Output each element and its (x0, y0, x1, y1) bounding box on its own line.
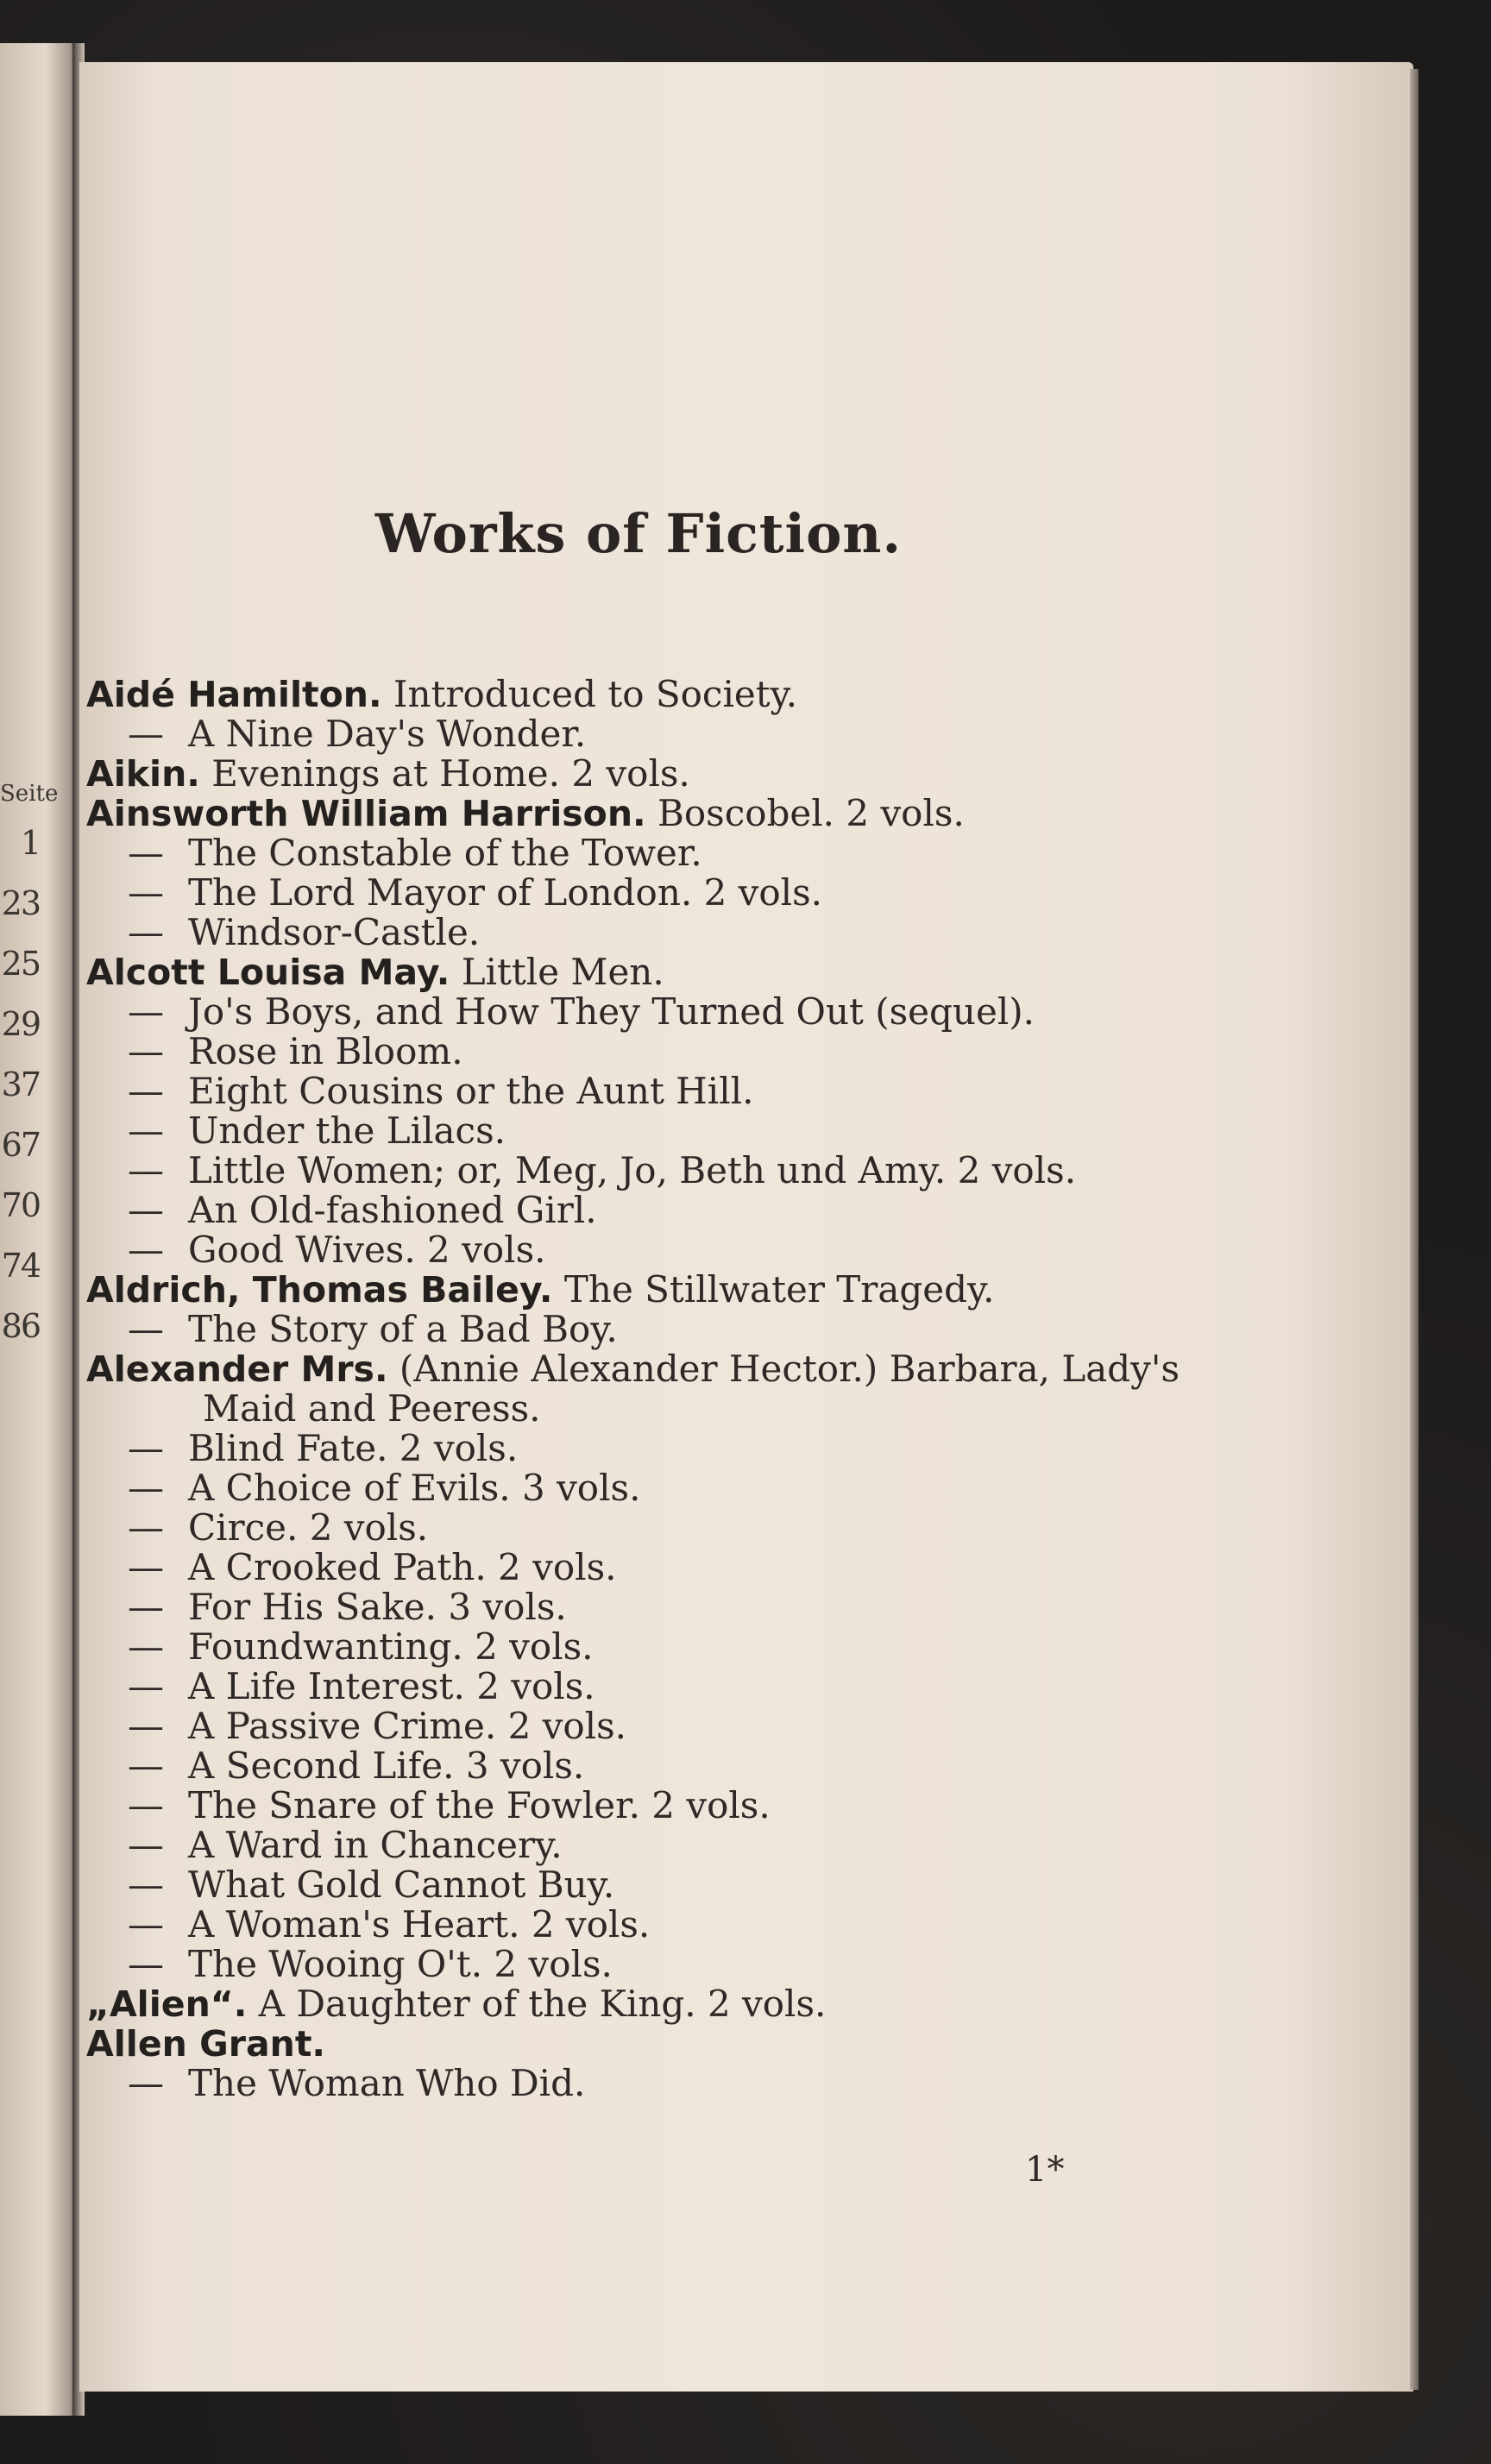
ditto-dash: — (128, 911, 164, 953)
left-page-number: 37 (1, 1065, 40, 1103)
author-entry (86, 1349, 1242, 1389)
ditto-dash: — (128, 1665, 164, 1707)
ditto-dash: — (128, 1546, 164, 1588)
work-title: A Life Interest. 2 vols. (188, 1665, 595, 1707)
work-title: Good Wives. 2 vols. (188, 1229, 546, 1271)
left-page-number: 74 (1, 1247, 40, 1285)
work-title: What Gold Cannot Buy. (188, 1864, 615, 1906)
title-entry (86, 1667, 1242, 1707)
title-entry (86, 1826, 1242, 1865)
ditto-dash: — (128, 1229, 164, 1271)
title-entry (86, 1230, 1242, 1270)
work-title: Circe. 2 vols. (188, 1506, 429, 1549)
work-title: Maid and Peeress. (203, 1387, 541, 1430)
title-entry (86, 1151, 1242, 1191)
title-entry (86, 1191, 1242, 1230)
title-entry (86, 1865, 1242, 1905)
ditto-dash: — (128, 1705, 164, 1747)
work-title: Blind Fate. 2 vols. (188, 1427, 519, 1469)
title-entry (86, 833, 1242, 873)
ditto-dash: — (128, 1864, 164, 1906)
ditto-dash: — (128, 1308, 164, 1350)
work-title: Little Men. (461, 951, 664, 993)
ditto-dash: — (128, 832, 164, 874)
title-entry (86, 1508, 1242, 1548)
title-entry (86, 1429, 1242, 1468)
author-entry (86, 2024, 1242, 2064)
page-folio: 1* (1025, 2150, 1065, 2190)
ditto-dash: — (128, 1070, 164, 1112)
author-name: Aldrich, Thomas Bailey. (86, 1269, 553, 1311)
page-edge (1410, 69, 1419, 2390)
author-entry (86, 952, 1242, 992)
author-name: Allen Grant. (86, 2023, 326, 2065)
work-title: The Snare of the Fowler. 2 vols. (188, 1784, 771, 1826)
work-title: Under the Lilacs. (188, 1109, 506, 1152)
left-page-number: 86 (1, 1307, 40, 1345)
work-title: A Passive Crime. 2 vols. (188, 1705, 627, 1747)
author-name: Alcott Louisa May. (86, 952, 450, 993)
ditto-dash: — (128, 1467, 164, 1509)
ditto-dash: — (128, 1625, 164, 1668)
left-page-number: 67 (1, 1126, 40, 1164)
work-title: The Story of a Bad Boy. (188, 1308, 618, 1350)
ditto-dash: — (128, 1943, 164, 1985)
ditto-dash: — (128, 1903, 164, 1945)
left-page-number: 70 (1, 1186, 40, 1224)
ditto-dash: — (128, 1427, 164, 1469)
work-title: The Constable of the Tower. (188, 832, 702, 874)
work-title: Rose in Bloom. (188, 1030, 463, 1072)
author-entry (86, 794, 1242, 833)
title-entry (86, 1587, 1242, 1627)
ditto-dash: — (128, 1586, 164, 1628)
ditto-dash: — (128, 1030, 164, 1072)
author-entry (86, 1270, 1242, 1310)
title-entry (86, 1746, 1242, 1786)
title-entry (86, 1072, 1242, 1111)
title-entry (86, 714, 1242, 754)
author-name: Alexander Mrs. (86, 1348, 388, 1390)
work-title: Eight Cousins or the Aunt Hill. (188, 1070, 754, 1112)
work-title: The Stillwater Tragedy. (563, 1268, 995, 1311)
work-title: A Daughter of the King. 2 vols. (258, 1983, 827, 2025)
work-title: For His Sake. 3 vols. (188, 1586, 567, 1628)
author-name: Ainsworth William Harrison. (86, 793, 646, 834)
work-title: (Annie Alexander Hector.) Barbara, Lady's (399, 1348, 1180, 1390)
title-entry (86, 1032, 1242, 1072)
work-title: A Ward in Chancery. (188, 1824, 563, 1866)
work-title: Introduced to Society. (393, 673, 798, 715)
author-entry (86, 675, 1242, 714)
ditto-dash: — (128, 1824, 164, 1866)
author-name: Aidé Hamilton. (86, 674, 382, 715)
title-entry (86, 1945, 1242, 1984)
work-title: Evenings at Home. 2 vols. (211, 752, 690, 795)
work-title: A Crooked Path. 2 vols. (188, 1546, 617, 1588)
ditto-dash: — (128, 1109, 164, 1152)
work-title: A Nine Day's Wonder. (188, 713, 587, 755)
title-entry (86, 2064, 1242, 2103)
title-entry (86, 873, 1242, 913)
left-page-number: 23 (1, 884, 40, 922)
title-entry (86, 1468, 1242, 1508)
left-page-number: 29 (1, 1005, 40, 1043)
ditto-dash: — (128, 1189, 164, 1231)
title-entry (86, 1548, 1242, 1587)
work-title: A Second Life. 3 vols. (188, 1744, 585, 1787)
work-title: The Lord Mayor of London. 2 vols. (188, 871, 822, 914)
work-title: A Choice of Evils. 3 vols. (188, 1467, 641, 1509)
left-page-number: 1 (20, 824, 40, 862)
left-page-column-head: Seite (0, 781, 59, 807)
author-entry (86, 754, 1242, 794)
ditto-dash: — (128, 990, 164, 1033)
author-entry (86, 1984, 1242, 2024)
title-entry (86, 1707, 1242, 1746)
work-title: Jo's Boys, and How They Turned Out (sequel). (188, 990, 1035, 1033)
work-title: A Woman's Heart. 2 vols. (188, 1903, 651, 1945)
left-page-number: 25 (1, 945, 40, 983)
title-entry (86, 1389, 1242, 1429)
title-entry (86, 1627, 1242, 1667)
title-entry (86, 1111, 1242, 1151)
ditto-dash: — (128, 2062, 164, 2104)
ditto-dash: — (128, 1784, 164, 1826)
left-page-edge (0, 43, 76, 2416)
ditto-dash: — (128, 1149, 164, 1191)
title-entry (86, 913, 1242, 952)
work-title: An Old-fashioned Girl. (188, 1189, 597, 1231)
title-entry (86, 1786, 1242, 1826)
fiction-list (86, 675, 1242, 2103)
title-entry (86, 1310, 1242, 1349)
title-entry (86, 992, 1242, 1032)
work-title: The Woman Who Did. (188, 2062, 586, 2104)
work-title: Windsor-Castle. (188, 911, 481, 953)
work-title: The Wooing O't. 2 vols. (188, 1943, 613, 1985)
work-title: Boscobel. 2 vols. (657, 792, 965, 834)
page-title: Works of Fiction. (374, 502, 903, 565)
title-entry (86, 1905, 1242, 1945)
work-title: Little Women; or, Meg, Jo, Beth und Amy. 2 vols. (188, 1149, 1077, 1191)
ditto-dash: — (128, 871, 164, 914)
ditto-dash: — (128, 1506, 164, 1549)
ditto-dash: — (128, 713, 164, 755)
author-name: Aikin. (86, 753, 200, 795)
author-name: „Alien“. (86, 1983, 248, 2025)
work-title: Foundwanting. 2 vols. (188, 1625, 594, 1668)
ditto-dash: — (128, 1744, 164, 1787)
